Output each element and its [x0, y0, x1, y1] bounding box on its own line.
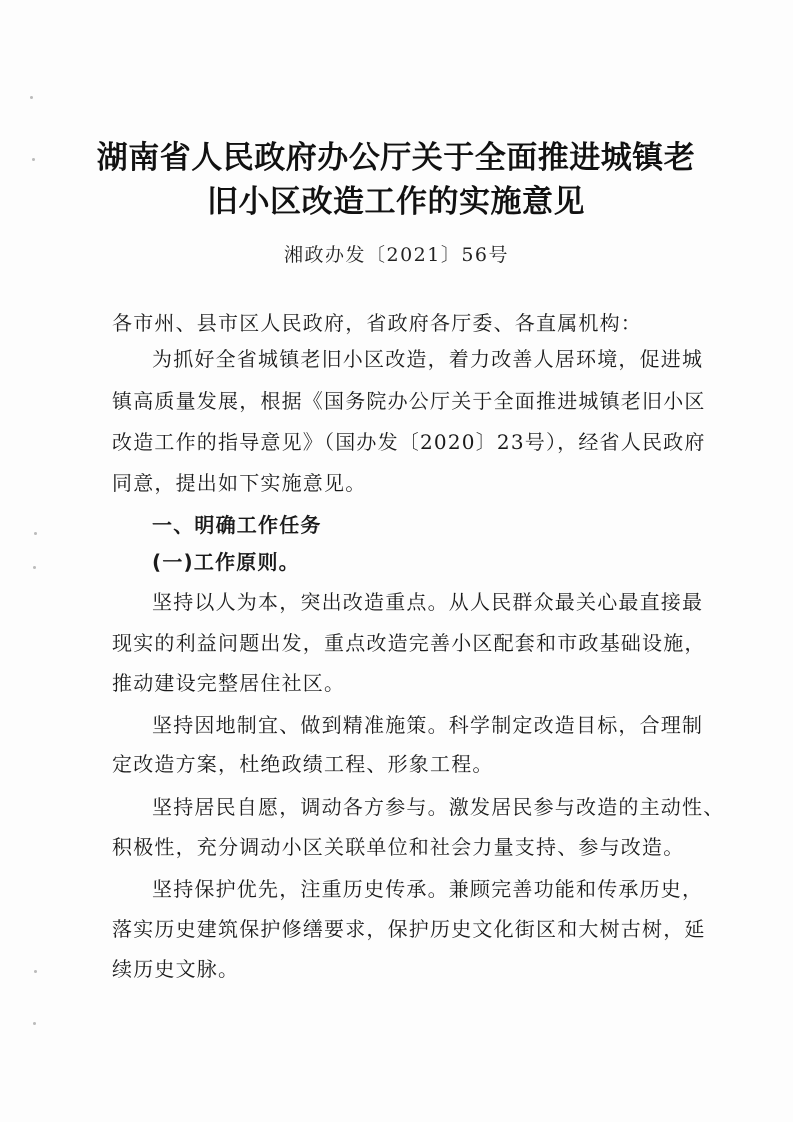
principle-3-line-2: 积极性，充分调动小区关联单位和社会力量支持、参与改造。: [112, 835, 685, 859]
principle-4-line-1: 坚持保护优先，注重历史传承。兼顾完善功能和传承历史，: [152, 877, 704, 901]
scan-speck: [34, 970, 37, 973]
addressee-line: 各市州、县市区人民政府，省政府各厅委、各直属机构：: [112, 311, 642, 335]
scan-speck: [33, 566, 36, 569]
principle-1-line-2: 现实的利益问题出发，重点改造完善小区配套和市政基础设施，: [112, 631, 706, 655]
principle-4-line-3: 续历史文脉。: [112, 957, 240, 981]
document-number: 湘政办发〔2021〕56号: [283, 244, 510, 266]
subsection-heading-1: (一)工作原则。: [152, 550, 300, 574]
scan-speck: [30, 96, 33, 99]
principle-1-line-1: 坚持以人为本，突出改造重点。从人民群众最关心最直接最: [152, 590, 704, 614]
document-title-line-2: 旧小区改造工作的实施意见: [207, 184, 585, 220]
intro-line-3: 改造工作的指导意见》（国办发〔2020〕23号），经省人民政府: [112, 430, 706, 454]
principle-3-line-1: 坚持居民自愿，调动各方参与。激发居民参与改造的主动性、: [152, 795, 725, 819]
scan-speck: [33, 1022, 36, 1025]
principle-4-line-2: 落实历史建筑保护修缮要求，保护历史文化街区和大树古树，延: [112, 917, 706, 941]
scan-speck: [32, 158, 35, 161]
principle-2-line-2: 定改造方案，杜绝政绩工程、形象工程。: [112, 752, 494, 776]
document-title-line-1: 湖南省人民政府办公厅关于全面推进城镇老: [96, 140, 696, 176]
principle-1-line-3: 推动建设完整居住社区。: [112, 671, 346, 695]
intro-line-2: 镇高质量发展，根据《国务院办公厅关于全面推进城镇老旧小区: [112, 389, 706, 413]
intro-line-4: 同意，提出如下实施意见。: [112, 471, 367, 495]
scan-speck: [34, 532, 37, 535]
section-heading-1: 一、明确工作任务: [152, 513, 322, 537]
principle-2-line-1: 坚持因地制宜、做到精准施策。科学制定改造目标，合理制: [152, 713, 704, 737]
intro-line-1: 为抓好全省城镇老旧小区改造，着力改善人居环境，促进城: [152, 347, 704, 371]
